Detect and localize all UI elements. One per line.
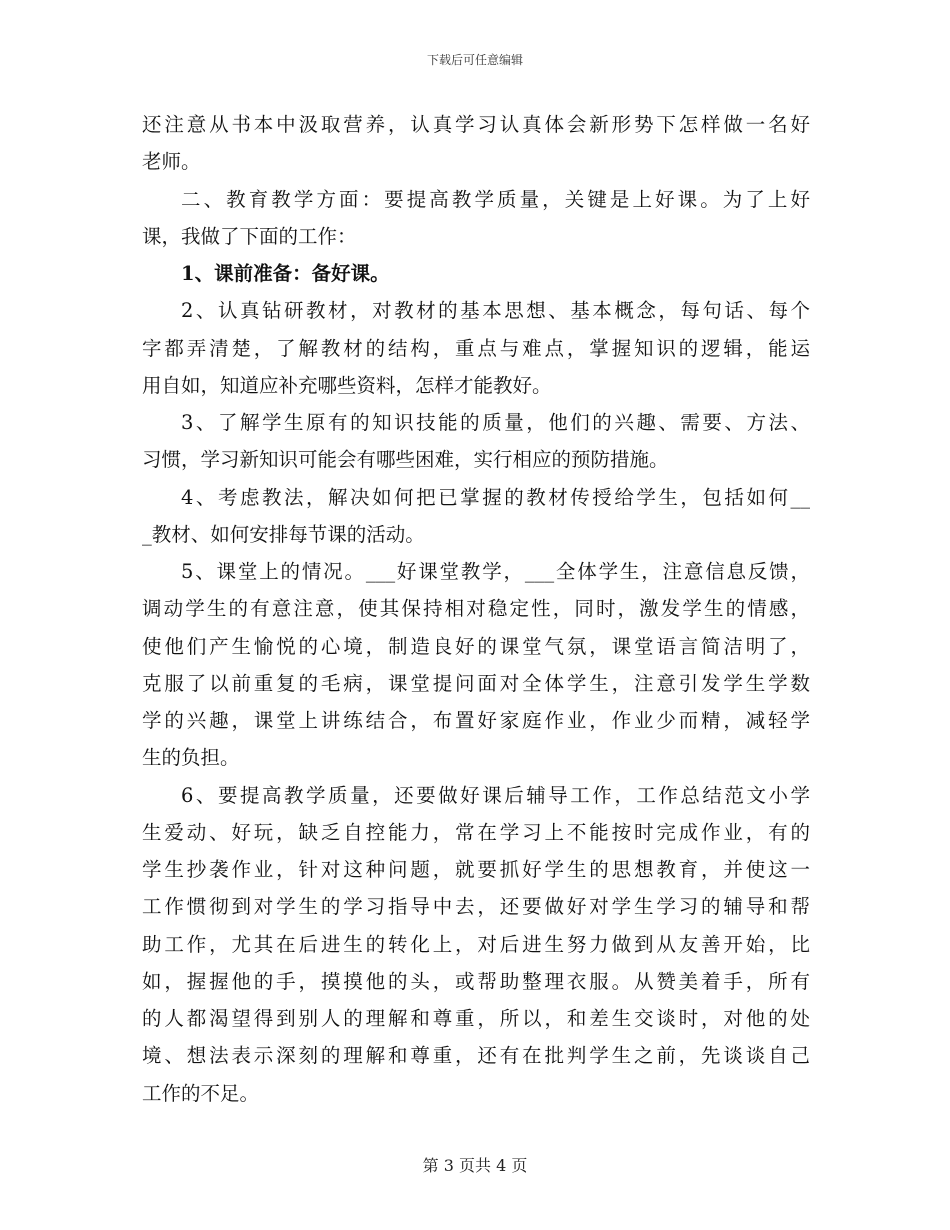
text-line: 工作的不足。 <box>142 1081 260 1105</box>
text-line: 3、了解学生原有的知识技能的质量，他们的兴趣、需要、方法、 <box>181 411 810 434</box>
text-line: 如，握握他的手，摸摸他的头，或帮助整理衣服。从赞美着手，所有 <box>142 969 810 993</box>
text-line: 生的负担。 <box>142 746 240 770</box>
text-line: 学的兴趣，课堂上讲练结合，布置好家庭作业，作业少而精，减轻学 <box>142 709 810 732</box>
text-line: 境、想法表示深刻的理解和尊重，还有在批判学生之前，先谈谈自己 <box>142 1044 810 1068</box>
text-line: 6、要提高教学质量，还要做好课后辅导工作，工作总结范文小学 <box>181 783 810 807</box>
text-line: 二、教育教学方面：要提高教学质量，关键是上好课。为了上好 <box>181 187 810 211</box>
text-line: 习惯，学习新知识可能会有哪些困难，实行相应的预防措施。 <box>142 448 669 472</box>
text-line: 生爱动、好玩，缺乏自控能力，常在学习上不能按时完成作业，有的 <box>142 820 810 844</box>
text-line: 使他们产生愉悦的心境，制造良好的课堂气氛，课堂语言简洁明了， <box>142 634 810 658</box>
text-line: 5、课堂上的情况。___好课堂教学，___全体学生，注意信息反馈， <box>181 560 810 583</box>
text-line: 的人都渴望得到别人的理解和尊重，所以，和差生交谈时，对他的处 <box>142 1007 810 1030</box>
text-line: 助工作，尤其在后进生的转化上，对后进生努力做到从友善开始，比 <box>142 932 810 956</box>
text-line: 工作惯彻到对学生的学习指导中去，还要做好对学生学习的辅导和帮 <box>142 895 810 919</box>
text-line: 字都弄清楚，了解教材的结构，重点与难点，掌握知识的逻辑，能运 <box>142 336 810 360</box>
text-line: _教材、如何安排每节课的活动。 <box>142 522 425 546</box>
text-line: 用自如，知道应补充哪些资料，怎样才能教好。 <box>142 373 552 397</box>
document-body <box>142 106 810 1112</box>
text-line: 克服了以前重复的毛病，课堂提问面对全体学生，注意引发学生学数 <box>142 671 810 695</box>
page-footer: 第 3 页共 4 页 <box>422 1156 528 1175</box>
text-line: 老师。 <box>142 150 201 174</box>
text-line: 课，我做了下面的工作： <box>142 224 357 248</box>
page-header: 下载后可任意编辑 <box>426 53 523 67</box>
text-line: 学生抄袭作业，针对这种问题，就要抓好学生的思想教育，并使这一 <box>142 858 810 881</box>
text-line: 4、考虑教法，解决如何把已掌握的教材传授给学生，包括如何__ <box>181 485 810 509</box>
section-heading: 1、课前准备：备好课。 <box>181 262 390 285</box>
text-line: 2、认真钻研教材，对教材的基本思想、基本概念，每句话、每个 <box>181 299 810 323</box>
text-line: 还注意从书本中汲取营养，认真学习认真体会新形势下怎样做一名好 <box>142 113 810 136</box>
text-line: 调动学生的有意注意，使其保持相对稳定性，同时，激发学生的情感， <box>142 597 810 621</box>
